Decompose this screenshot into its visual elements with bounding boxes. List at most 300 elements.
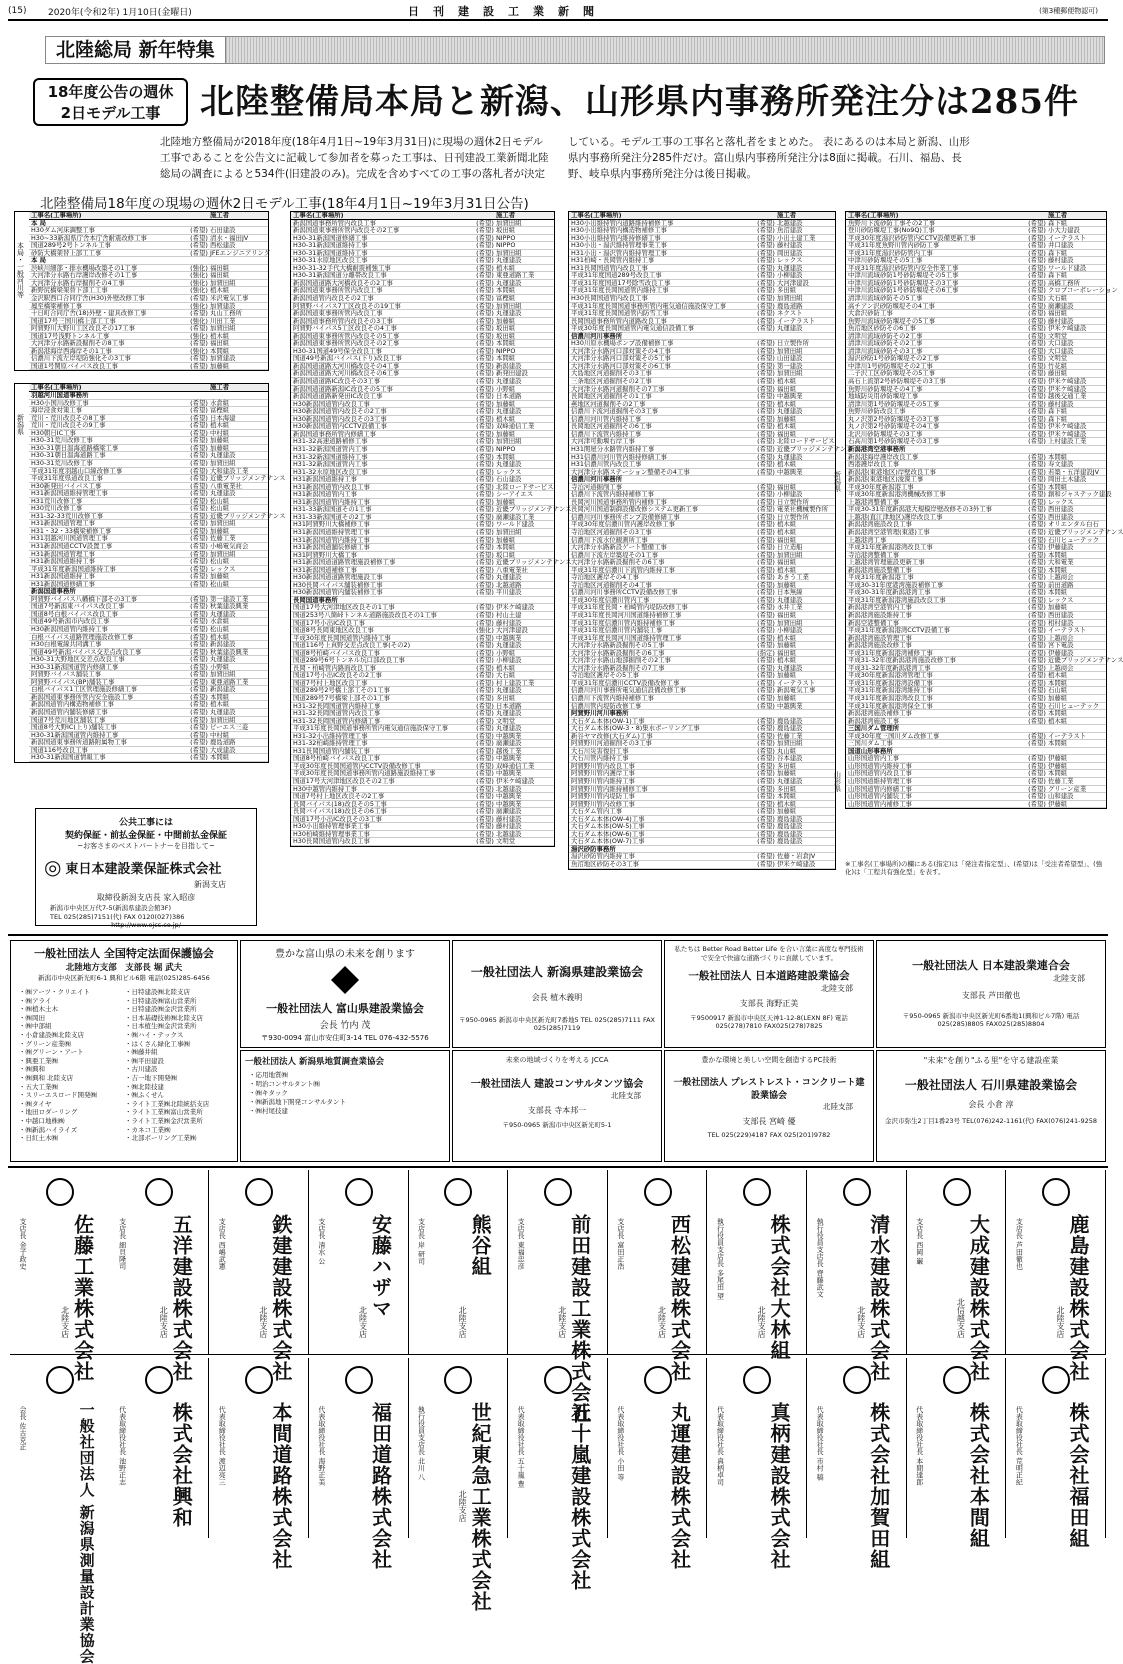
work-name-cell: H31新潟国道管内維持工事 <box>293 535 370 544</box>
type-cell: (希望) <box>1028 278 1046 287</box>
work-name-cell: H30小出維持管内維持修繕工事 <box>571 233 661 242</box>
type-cell: (希望) <box>757 610 775 619</box>
work-name-cell: 国道49号新潟バイパス(下り)改良工事 <box>293 354 402 363</box>
type-cell: (希望) <box>1028 354 1046 363</box>
work-name-cell: 大河津分水路ステーション整備その4工事 <box>571 467 690 476</box>
work-name-cell: 平成31年度新潟港湾維持工事 <box>848 686 933 695</box>
contractor-cell: 丸運建設 <box>496 724 522 733</box>
type-cell: (希望) <box>190 557 208 566</box>
contractor-cell: 永井工業 <box>777 603 803 612</box>
company-person: 支店長 清水 公 <box>317 1218 326 1265</box>
company-logo-icon <box>245 1366 273 1394</box>
company-logo-icon <box>544 1366 572 1394</box>
type-cell: (希望) <box>1028 656 1046 665</box>
ad-toyama-addr: 〒930-0094 富山市安住町3-14 TEL 076-432-5576 <box>261 1034 429 1042</box>
member-item: ・中越口地株㈱ <box>19 1116 65 1125</box>
work-name-cell: 寺泊港湾整備工事 <box>848 550 900 559</box>
contractor-cell: レックス <box>777 256 803 265</box>
work-name-cell: 寺泊地区護岸その5工事 <box>571 671 639 680</box>
member-item: ・カネコ工業㈱ <box>125 1125 171 1134</box>
company-name: 五洋建設株式会社 <box>169 1214 194 1382</box>
table-column-1 <box>14 211 286 775</box>
contractor-cell: クロブコーポレーション <box>1048 286 1118 295</box>
contractor-cell: 福田組 <box>777 558 797 567</box>
type-cell: (希望) <box>757 716 775 725</box>
member-item: ・小倉建設㈱北陸支店 <box>19 1030 84 1039</box>
work-name-cell: 阿賀野バイパス(BP)舗装工事 <box>31 677 115 686</box>
type-cell: (希望) <box>190 474 208 483</box>
type-cell: (希望) <box>476 490 494 499</box>
type-cell: (希望) <box>1028 648 1046 657</box>
type-cell: (希望) <box>1028 422 1046 431</box>
work-name-cell: 平成31年度国道17号除雪改良工事 <box>571 278 671 287</box>
work-name-cell: H31関屋分水路管内維持工事 <box>571 444 655 453</box>
contractor-cell: 藤村建設 <box>496 822 522 831</box>
type-cell: (希望) <box>1028 437 1046 446</box>
type-cell: (希望) <box>190 738 208 747</box>
type-cell: (希望) <box>476 361 494 370</box>
company-card <box>409 1358 509 1612</box>
contractor-cell: 鹿島道路 <box>777 301 803 310</box>
type-cell: (希望) <box>190 233 208 242</box>
contractor-cell: 中越興業 <box>777 392 803 401</box>
work-name-cell: 平成30年度新潟港湾機械改修工事 <box>848 490 946 499</box>
contractor-cell: 植木組 <box>496 663 516 672</box>
work-name-cell: H30新潟国道管内舗装補修工事 <box>293 588 383 597</box>
company-name: 一般社団法人 新潟県測量設計業協会 <box>77 1402 96 1664</box>
type-cell: (希望) <box>1028 520 1046 529</box>
contractor-cell: 加藤組 <box>1048 694 1068 702</box>
contractor-cell: 八重電業社 <box>210 481 242 490</box>
contractor-cell: 丸運建設 <box>496 278 522 287</box>
type-cell: (希望) <box>757 407 775 416</box>
contractor-cell: 文明堂 <box>496 837 516 846</box>
work-name-cell: 新潟国道東事務所管内改良工事 <box>293 309 383 318</box>
company-logo-icon <box>444 1178 472 1206</box>
work-name-cell: 平成31年度信濃川管内維持補修工事 <box>571 618 675 627</box>
contractor-cell: 東亜道路工業 <box>496 271 535 280</box>
type-cell: (希望) <box>476 437 494 446</box>
contractor-cell: 村上建設工業 <box>496 678 535 687</box>
work-name-cell: H30小出維持管理事業工事 <box>293 822 370 831</box>
contractor-cell: 中越興業 <box>496 633 522 642</box>
type-cell: (希望) <box>1028 558 1046 567</box>
type-cell: (希望) <box>476 399 494 408</box>
contractor-cell <box>1048 725 1106 732</box>
ad-doro-sub: 北陸支部 <box>821 984 853 993</box>
type-cell: (希望) <box>1028 761 1046 770</box>
contractor-cell: 日本道路 <box>496 392 522 401</box>
contractor-cell: 伊藤建設 <box>1048 543 1074 552</box>
type-cell: (希望) <box>757 467 775 476</box>
work-name-cell: 湯沢砂防1号砂防堰堤その2工事 <box>848 354 940 363</box>
type-cell: (希望) <box>757 422 775 431</box>
work-name-cell: 十日町合同庁舎(18)外壁・建具改修工事 <box>31 309 147 318</box>
masthead-rule <box>8 19 1108 21</box>
contractor-cell: 北越建設 <box>496 829 522 838</box>
work-name-cell: 上越港湾管理施設更新工事 <box>848 558 925 567</box>
contractor-cell: 福田組 <box>210 263 230 272</box>
type-cell: (希望) <box>476 407 494 416</box>
member-item: ・㈱アーツ・クリエイト <box>19 988 90 996</box>
type-cell: (希望) <box>190 226 208 235</box>
company-branch: 北信越支店 <box>956 1298 966 1338</box>
work-name-cell: 新潟港(東港地区)浚渫工事 <box>848 475 924 484</box>
work-name-cell: H30-31新潟国道分離帯改良工事 <box>293 271 387 280</box>
company-card <box>10 1358 110 1664</box>
type-cell: (希望) <box>1028 256 1046 265</box>
type-cell: (希望) <box>476 558 494 567</box>
work-name-cell: H31-32長岡国道管内改良工事 <box>293 709 381 718</box>
work-name-cell: H31新潟国道CCTV設置工事 <box>31 541 113 550</box>
company-person: 代表取締役社長 五十嵐 豊 <box>517 1406 526 1488</box>
contractor-cell: 福田組 <box>777 429 797 438</box>
work-name-cell: H31阿賀野川大橋補修工事 <box>293 520 370 529</box>
type-cell: (希望) <box>757 550 775 559</box>
work-name-cell: H30新潟国道管内改良その2工事 <box>293 407 387 416</box>
company-person: 支店長 富田正浩 <box>616 1218 625 1270</box>
type-cell: (希望) <box>190 406 208 415</box>
contractor-cell: 藤村建設 <box>1048 399 1074 408</box>
contractor-cell: 丸運建設 <box>496 573 522 582</box>
contractor-cell: 松山組 <box>210 624 230 633</box>
work-name-cell: H31-33新潟国道その1工事 <box>293 505 372 514</box>
masthead <box>8 4 1108 18</box>
ad-ishikawa-title: 一般社団法人 石川県建設業協会 <box>904 1078 1078 1092</box>
company-name: 大成建設株式会社 <box>966 1214 991 1382</box>
type-cell: (希望) <box>1028 339 1046 348</box>
type-cell: (希望) <box>476 746 494 755</box>
work-name-cell: 中津川流域砂防1号砂防堰堤その6工事 <box>848 286 959 295</box>
type-cell: (希望) <box>190 670 208 679</box>
work-name-cell: 工事名(工事場所) <box>571 211 622 219</box>
contractor-cell: 加藤組 <box>210 526 230 535</box>
type-cell: (希望) <box>476 429 494 438</box>
contractor-cell: 伊米ケ崎建設 <box>777 860 816 869</box>
contractor-cell: 新潟建設 <box>210 640 236 649</box>
type-cell: (希望) <box>1028 301 1046 310</box>
contractor-cell: 前田道路 <box>1048 580 1074 589</box>
company-person: 支店長 岸 研司 <box>417 1218 426 1265</box>
contractor-cell: 植木組 <box>496 414 516 423</box>
work-name-cell: 国道116号上真野交差点改良工事(その2) <box>293 641 411 650</box>
company-name: 株式会社福田組 <box>1065 1402 1090 1549</box>
work-name-cell: 大石ダム本体(OW-5)工事 <box>571 822 645 831</box>
type-cell: (希望) <box>190 700 208 709</box>
contractor-cell: 植木組 <box>777 377 797 386</box>
type-cell: (希望) <box>757 701 775 710</box>
work-name-cell: 渋峡川細部・排水機場改築その1工事 <box>31 263 138 272</box>
contractor-cell: 佐藤工業 <box>1048 777 1074 786</box>
ad-nikkenren-people: 支部長 芦田徹也 <box>961 991 1021 1000</box>
type-cell: (希望) <box>1028 407 1046 416</box>
type-cell: (希望) <box>1028 543 1046 552</box>
contractor-cell: 福田組 <box>1048 309 1068 318</box>
contractor-cell: 松山組 <box>210 557 230 566</box>
contractor-cell <box>1048 446 1106 453</box>
type-cell: (希望) <box>190 511 208 520</box>
contractor-cell: 本間組 <box>1048 588 1068 597</box>
work-name-cell: 鳳至橋梁補修工事 <box>31 301 83 310</box>
type-cell <box>1026 212 1048 219</box>
tag-line-2: 2日モデル工事 <box>60 104 161 122</box>
type-cell: (希望) <box>757 724 775 733</box>
contractor-cell: 大河津建設 <box>496 626 528 635</box>
contractor-cell: 丸運建設 <box>496 641 522 650</box>
contractor-cell: 日本道路 <box>496 701 522 710</box>
work-name-cell: 国道17号小出IC改良工事 <box>293 618 365 627</box>
type-cell: (希望) <box>757 792 775 801</box>
type-cell: (希望) <box>476 610 494 619</box>
type-cell: (希望) <box>476 497 494 506</box>
contractor-cell: 中越興業 <box>496 754 522 763</box>
work-name-cell: H31-32長岡国道管内維持工事 <box>293 701 381 710</box>
type-cell: (希望) <box>476 837 494 846</box>
contractor-cell: イーテラスト <box>1048 626 1087 635</box>
type-cell: (希望) <box>757 490 775 499</box>
type-cell: (希望) <box>1028 263 1046 272</box>
contractor-cell: 村山土建 <box>496 610 522 619</box>
contractor-cell: 松山組 <box>210 496 230 505</box>
work-name-cell: 信濃川河川管内維持工事 <box>571 414 642 423</box>
type-cell: (強化) <box>190 286 208 295</box>
type-cell: (希望) <box>1028 694 1046 702</box>
type-cell: (希望) <box>757 437 775 446</box>
work-name-cell: 国道7号村上地区改良その2工事 <box>293 792 385 801</box>
table-row <box>29 248 271 258</box>
type-cell: (希望) <box>476 354 494 363</box>
type-cell: (希望) <box>1028 248 1046 257</box>
work-name-cell: 新潟国道道路新発田IC改良工事 <box>293 392 383 401</box>
work-name-cell: H30ダム河床調整工事 <box>31 226 96 235</box>
contractor-cell: イーテラスト <box>1048 233 1087 242</box>
company-name: 丸運建設株式会社 <box>667 1402 692 1570</box>
contractor-cell: 北越建設 <box>777 218 803 227</box>
company-branch: 北陸支店 <box>60 1306 70 1338</box>
work-name-cell: H30新潟国道管内維持工事 <box>31 624 108 633</box>
type-cell: (希望) <box>190 413 208 422</box>
work-name-cell: 平成31年度国道289号改良工事 <box>571 271 662 280</box>
ad-houmen-members-left <box>19 988 125 1143</box>
work-name-cell: 平成31年度信濃川管内舗装工事 <box>571 626 663 635</box>
work-name-cell: 魚沼地区砂防その6工事 <box>848 324 916 333</box>
contractor-cell: 清水・福田JV <box>210 233 249 242</box>
section-label: 北陸総局 新年特集 <box>46 37 226 63</box>
type-cell: (希望) <box>757 837 775 846</box>
work-name-cell: 新潟国道東事務所管内改良その5工事 <box>293 331 400 340</box>
contractor-cell: NIPPO <box>496 444 516 453</box>
contractor-cell: 加藤組 <box>496 429 516 438</box>
type-cell: (希望) <box>476 603 494 612</box>
contractor-cell: 坂田組 <box>496 226 516 235</box>
work-name-cell: 新潟港湾施設管理工事 <box>848 633 912 642</box>
contractor-cell: 加賀田組 <box>777 739 803 748</box>
work-name-cell: 新潟港湾施設整備工事 <box>848 565 912 574</box>
ad-houmen-title: 一般社団法人 全国特定法面保護協会 <box>34 947 214 960</box>
contractor-cell: 小柳建設 <box>777 490 803 499</box>
contractor-cell: 加賀田組 <box>210 458 236 467</box>
type-cell: (指定) <box>757 648 775 657</box>
work-name-cell: 荒川・荒川改良その9工事 <box>31 421 106 430</box>
ad-toyama <box>240 940 450 1048</box>
contractor-cell: 中村組 <box>210 428 230 437</box>
type-cell: (希望) <box>476 580 494 589</box>
company-name: 清水建設株式会社 <box>866 1214 891 1382</box>
type-cell: (希望) <box>757 248 775 257</box>
work-name-cell: 山形国道維持管理工事 <box>848 777 912 786</box>
type-cell: (希望) <box>476 814 494 823</box>
work-name-cell: 新潟国道道路大河橋改良その2工事 <box>293 278 393 287</box>
type-cell: (希望) <box>757 784 775 793</box>
type-cell: (希望) <box>757 633 775 642</box>
work-name-cell: H30長岡国道管内改良工事 <box>571 294 648 303</box>
work-name-cell: 信濃川下流管内維持補修工事 <box>571 490 655 499</box>
type-cell: (希望) <box>1028 565 1046 574</box>
member-item: ・ライト工業㈱富山営業所 <box>125 1108 203 1117</box>
type-cell: (希望) <box>757 573 775 582</box>
contractor-cell: 越後工業 <box>496 746 522 755</box>
type-cell: (希望) <box>476 301 494 310</box>
type-cell: (希望) <box>476 671 494 680</box>
type-cell: (希望) <box>757 580 775 589</box>
work-name-cell: 信濃川河川事務所 <box>571 331 623 340</box>
work-name-cell: H30小出・湯沢維持管理事業工事 <box>571 241 668 250</box>
type-cell: (希望) <box>757 354 775 363</box>
contractor-cell: 八重電業社 <box>496 565 528 574</box>
type-cell: (希望) <box>476 444 494 453</box>
work-name-cell: 上越港(直江津地区)護岸改良工事 <box>848 512 943 521</box>
contractor-cell: 丸運建設 <box>496 256 522 265</box>
company-person: 支店長 芦田徹也 <box>1015 1218 1024 1270</box>
work-name-cell: 国道17号浅野トンネル工事 <box>31 331 110 340</box>
work-name-cell: 大倉沢砂防工事 <box>848 309 893 318</box>
work-name-cell: 大河津分水路右岸護岸改修その1工事 <box>31 271 138 280</box>
contractor-cell: 文明堂 <box>496 716 516 725</box>
type-cell: (希望) <box>476 241 494 250</box>
work-name-cell: 寺泊地区河道掘削その3工事 <box>571 527 652 536</box>
work-name-cell: 信濃川下流左岸堤防強化その3工事 <box>31 354 131 363</box>
contractor-cell: 加藤組 <box>777 694 797 702</box>
contractor-cell: 小大力建設 <box>1048 226 1080 235</box>
type-cell: (希望) <box>190 730 208 739</box>
company-person: 支店長 西嶋武憲 <box>218 1218 227 1270</box>
work-name-cell: 阿賀野バイパス八幡橋下部その3工事 <box>31 594 138 603</box>
work-name-cell: 山形国道管内舗装工事 <box>848 792 912 801</box>
contractor-cell: 新発田建設 <box>496 369 528 378</box>
work-name-cell: H31新潟国道維持管理工事 <box>293 527 370 536</box>
work-name-cell: 国道116号改良工事 <box>31 745 88 754</box>
contractor-cell: 多田組 <box>777 761 797 770</box>
work-name-cell: 長岡河川国道事務所管内補修工事 <box>571 497 667 506</box>
work-name-cell: H31小出・湯沢管内維持管理工事 <box>571 248 668 257</box>
work-name-cell: H31新潟国道補修工事 <box>293 565 358 574</box>
type-cell: (希望) <box>1028 784 1046 793</box>
type-cell: (希望) <box>476 475 494 484</box>
company-branch: 北陸支店 <box>159 1306 169 1338</box>
type-cell: (希望) <box>476 550 494 559</box>
contractor-cell: 中村組 <box>210 730 230 739</box>
company-logo-icon <box>743 1178 771 1206</box>
type-cell: (希望) <box>757 595 775 604</box>
table-title: 北陸整備局18年度の現場の週休2日モデル工事(18年4月1日~19年3月31日公告) <box>40 196 529 212</box>
type-cell: (希望) <box>757 271 775 280</box>
ad-nikkenren-title: 一般社団法人 日本建設業連合会 <box>912 959 1070 972</box>
page-number: (15) <box>8 6 27 16</box>
member-item: ・五大工業㈱ <box>19 1082 58 1091</box>
type-cell: (希望) <box>1028 286 1046 295</box>
contractor-cell: 植木組 <box>210 632 230 641</box>
contractor-cell: 竹花組 <box>1048 361 1068 370</box>
contractor-cell: 相村建設 <box>1048 618 1074 627</box>
ad-consultants-sub: 北陸支部 <box>611 1091 641 1100</box>
contractor-cell: レックス <box>210 564 236 573</box>
type-cell: (希望) <box>1028 226 1046 235</box>
work-name-cell: H31新潟国道維持工事 <box>31 572 96 581</box>
contractor-cell: イーテラスト <box>777 316 816 325</box>
company-branch: 北陸支店 <box>856 1306 866 1338</box>
member-item: ・㈱興和 北陸支店 <box>19 1073 74 1082</box>
type-cell: (希望) <box>476 784 494 793</box>
work-name-cell: 大河津分水路新設ゲート整備工事 <box>571 543 667 552</box>
type-cell: (希望) <box>757 731 775 740</box>
type-cell: (希望) <box>190 324 208 333</box>
work-name-cell: 国道17号大河津地区改良その2工事 <box>293 777 395 786</box>
contractor-cell: 丸運建設 <box>496 686 522 695</box>
contractor-cell: 坂田組 <box>496 331 516 340</box>
work-name-cell: 上越港湾工事 <box>848 535 887 544</box>
ad-consultants-tagline: 未来の地域づくりを考える JCCA <box>505 1056 609 1064</box>
work-name-cell: 平成31年度長岡国道事務所管内電気通信施設保守工事 <box>293 724 449 733</box>
work-name-cell: 平成31年度新潟港湾改良工事 <box>848 543 933 552</box>
work-name-cell: 金沢駅西口合同庁舎(H30)外壁改修工事 <box>31 294 145 303</box>
work-name-cell: 山形国道管内改良工事 <box>848 769 912 778</box>
type-cell: (希望) <box>1028 618 1046 627</box>
lead-paragraph-right: している。モデル工事の工事名と落札者をまとめた。 表にあるのは本局と新潟、山形県内事務所発注分285件だけ。富山県内事務所発注分は8面に掲載。石川、福島、長野、岐阜県内事務所発注分は後日掲載。 <box>568 136 970 180</box>
contractor-cell: 植木組 <box>1048 716 1068 725</box>
work-name-cell: 阿賀野バイパス7工区改良その19工事 <box>293 301 401 310</box>
type-cell <box>474 212 496 219</box>
contractor-cell: 石田建設 <box>210 226 236 235</box>
work-name-cell: 新潟国道東事務所管内改良その2工事 <box>293 339 400 348</box>
work-name-cell: 国道8号長岡東地区改良工事 <box>293 626 374 635</box>
type-cell: (希望) <box>1028 792 1046 801</box>
member-item: ・日本植生㈱金沢営業所 <box>125 1022 197 1031</box>
work-name-cell: 平成30年度長岡国道管内維持工事 <box>293 633 391 642</box>
ad-area-rule <box>8 934 1108 936</box>
type-cell: (希望) <box>190 451 208 460</box>
table-row <box>846 801 1106 809</box>
work-name-cell: 信濃川河川事務所CCTV設備改修工事 <box>571 588 678 597</box>
contractor-cell: 加賀田組 <box>777 346 803 355</box>
company-logo-icon <box>145 1366 173 1394</box>
contractor-cell: 本間組 <box>210 692 230 701</box>
type-cell: (希望) <box>757 294 775 303</box>
work-name-cell: H30新潟国道道路管理施設工事 <box>293 573 383 582</box>
work-name-cell: H30~33新潟県庁舎本庁舎耐震改修工事 <box>31 233 147 242</box>
member-item: ・㈱タイヤ <box>19 1099 52 1108</box>
contractor-cell: 福田組 <box>777 384 797 393</box>
work-name-cell: 新潟港湾空港管内工事 <box>848 603 912 612</box>
contractor-cell: 植木組 <box>210 700 230 709</box>
contractor-cell: 丸運建設 <box>210 655 236 664</box>
contractor-cell: 植木組 <box>777 656 797 665</box>
contractor-cell: 中越興業 <box>777 467 803 476</box>
work-name-cell: H30-31新潟国道修繕工事 <box>293 233 368 242</box>
type-cell: (希望) <box>757 241 775 250</box>
work-name-cell: H30長岡バイパス舗装補修工事 <box>293 580 383 589</box>
issue-date: 2020年(令和2年) 1月10日(金曜日) <box>48 7 192 18</box>
work-name-cell: 阿賀野川管内護岸工事 <box>571 769 635 778</box>
